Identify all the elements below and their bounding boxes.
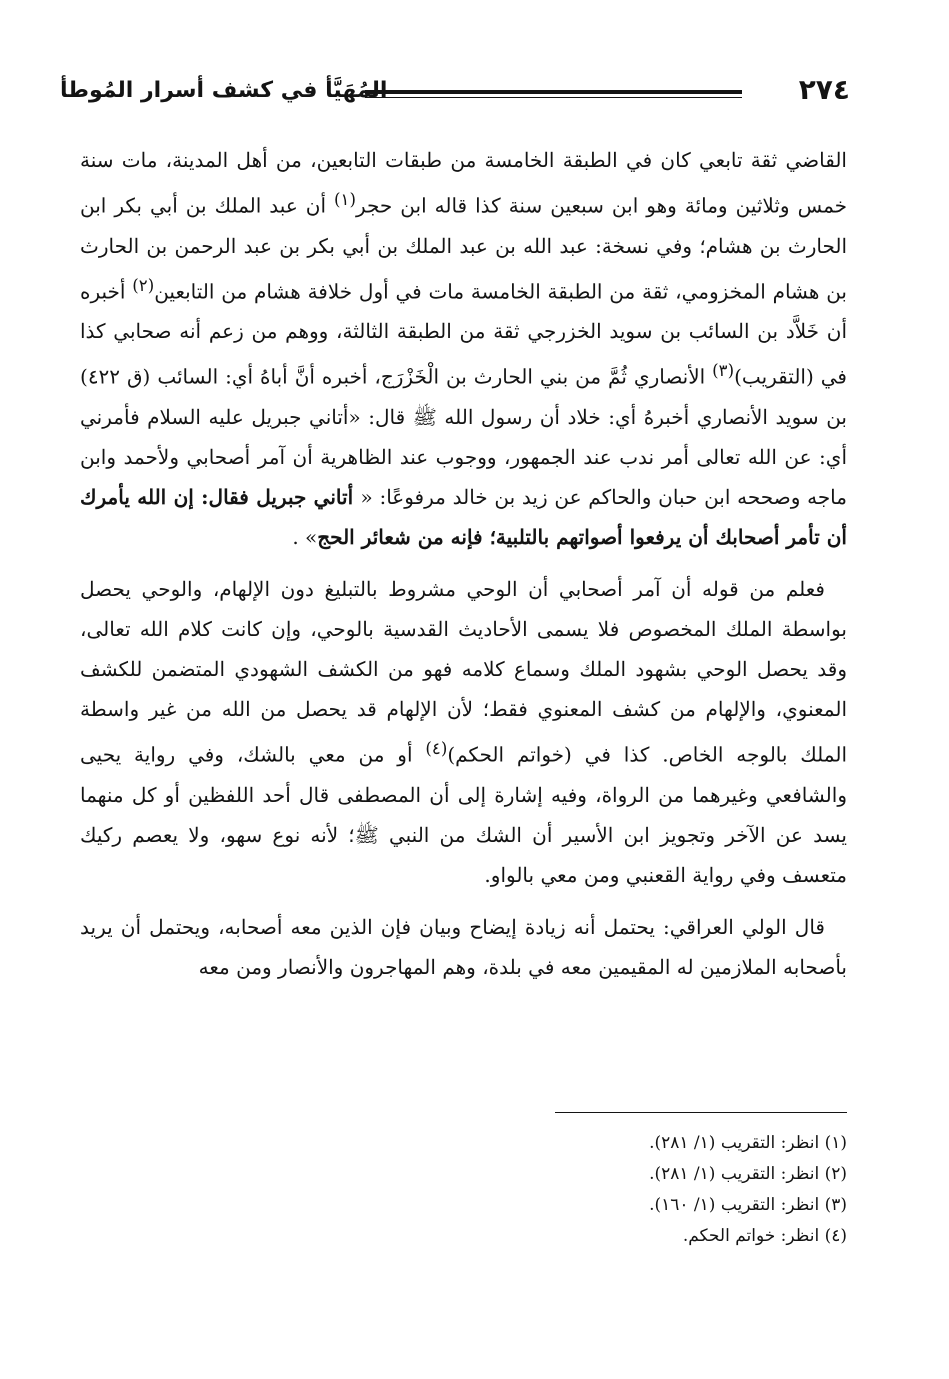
text-run: قال الولي العراقي: يحتمل أنه زيادة إيضاح وبيان فإن الذين معه أصحابه، ويحتمل أن يريد بأصحابه الملازمين له المقيمين معه في بلدة، وهم المهاجرون والأنصار ومن معه <box>80 914 847 979</box>
text-run: أخبره أن خَلاَّد بن السائب بن سويد الخزرجي ثقة من الطبقة الثالثة، ووهم من زعم أنه صحابي كذا في (التقريب) <box>80 279 847 389</box>
footnote-3: (٣) انظر: التقريب (١/ ١٦٠). <box>649 1195 847 1215</box>
text-run: أن عبد الملك بن أبي بكر ابن الحارث بن هشام؛ وفي نسخة: عبد الله بن عبد الملك بن أبي بكر بن عبد الرحمن بن الحارث بن هشام المخزومي، ثقة من الطبقة الخامسة مات في أول خلافة هشام من التابعين <box>80 193 847 304</box>
paragraph-1 <box>80 140 847 557</box>
running-header <box>60 72 850 120</box>
footnote-1: (١) انظر: التقريب (١/ ٢٨١). <box>649 1133 847 1153</box>
footnote-ref-1: (١) <box>334 190 356 209</box>
footnotes-divider <box>555 1112 847 1113</box>
text-run: فعلم من قوله أن آمر أصحابي أن الوحي مشروط بالتبليغ دون الإلهام، والوحي يحصل بواسطة الملك المخصوص فلا يسمى الأحاديث القدسية بالوحي، وإن كانت كلام الله تعالى، وقد يحصل الوحي بشهود الملك وسماع كلامه فهو من الكشف الشهودي المتضمن للكشف المعنوي، والإلهام من كشف المعنوي فقط؛ لأن الإلهام قد يحصل من الله من غير واسطة الملك بالوجه الخاص. كذا في (خواتم الحكم) <box>80 576 847 767</box>
footnote-4: (٤) انظر: خواتم الحكم. <box>682 1226 847 1246</box>
footnote-ref-3: (٣) <box>712 361 735 381</box>
hadith-quote: أتاني جبريل فقال: إن الله يأمرك أن تأمر أصحابك أن يرفعوا أصواتهم بالتلبية؛ فإنه من شعائر الحج <box>80 484 847 549</box>
footnote-ref-4: (٤) <box>425 738 448 758</box>
book-title: المُهَيَّأ في كشف أسرار المُوطأ <box>60 78 388 103</box>
text-run: القاضي ثقة تابعي كان في الطبقة الخامسة من طبقات التابعين، من أهل المدينة، مات سنة خمس وثلاثين ومائة وهو ابن سبعين سنة كذا قاله ابن حجر <box>80 148 848 218</box>
paragraph-2 <box>80 569 847 895</box>
main-text <box>80 140 847 999</box>
text-run: الأنصاري ثُمَّ من بني الحارث بن الْخَزْرَج، أخبره أنَّ أباهُ أي: السائب (ق ٤٢٢) بن سويد الأنصاري أخبرهُ أي: خلاد أن رسول الله ﷺ قال: «أتاني جبريل عليه السلام فأمرني أي: عن الله تعالى أمر ندب عند الجمهور، ووجوب عند الظاهرية أن آمر أصحابي ولأحمد وابن ماجه وصححه ابن حبان والحاكم عن زيد بن خالد مرفوعًا: « <box>80 364 847 509</box>
footnotes <box>80 1128 847 1252</box>
page-number: ٢٧٤ <box>798 73 850 106</box>
paragraph-3 <box>80 907 847 987</box>
header-rule <box>365 90 742 98</box>
footnote-2: (٢) انظر: التقريب (١/ ٢٨١). <box>649 1164 847 1184</box>
footnote-ref-2: (٢) <box>132 275 155 295</box>
text-run: » . <box>292 524 318 549</box>
text-run: أو من معي بالشك، وفي رواية يحيى والشافعي وغيرهما من الرواة، وفيه إشارة إلى أن المصطفى قال أحد اللفظين أو كل منهما يسد عن الآخر وتجويز ابن الأسير أن الشك من النبي ﷺ؛ لأنه نوع سهو، ولا يعصم ركيك متعسف وفي رواية القعنبي ومن معي بالواو. <box>80 742 847 887</box>
